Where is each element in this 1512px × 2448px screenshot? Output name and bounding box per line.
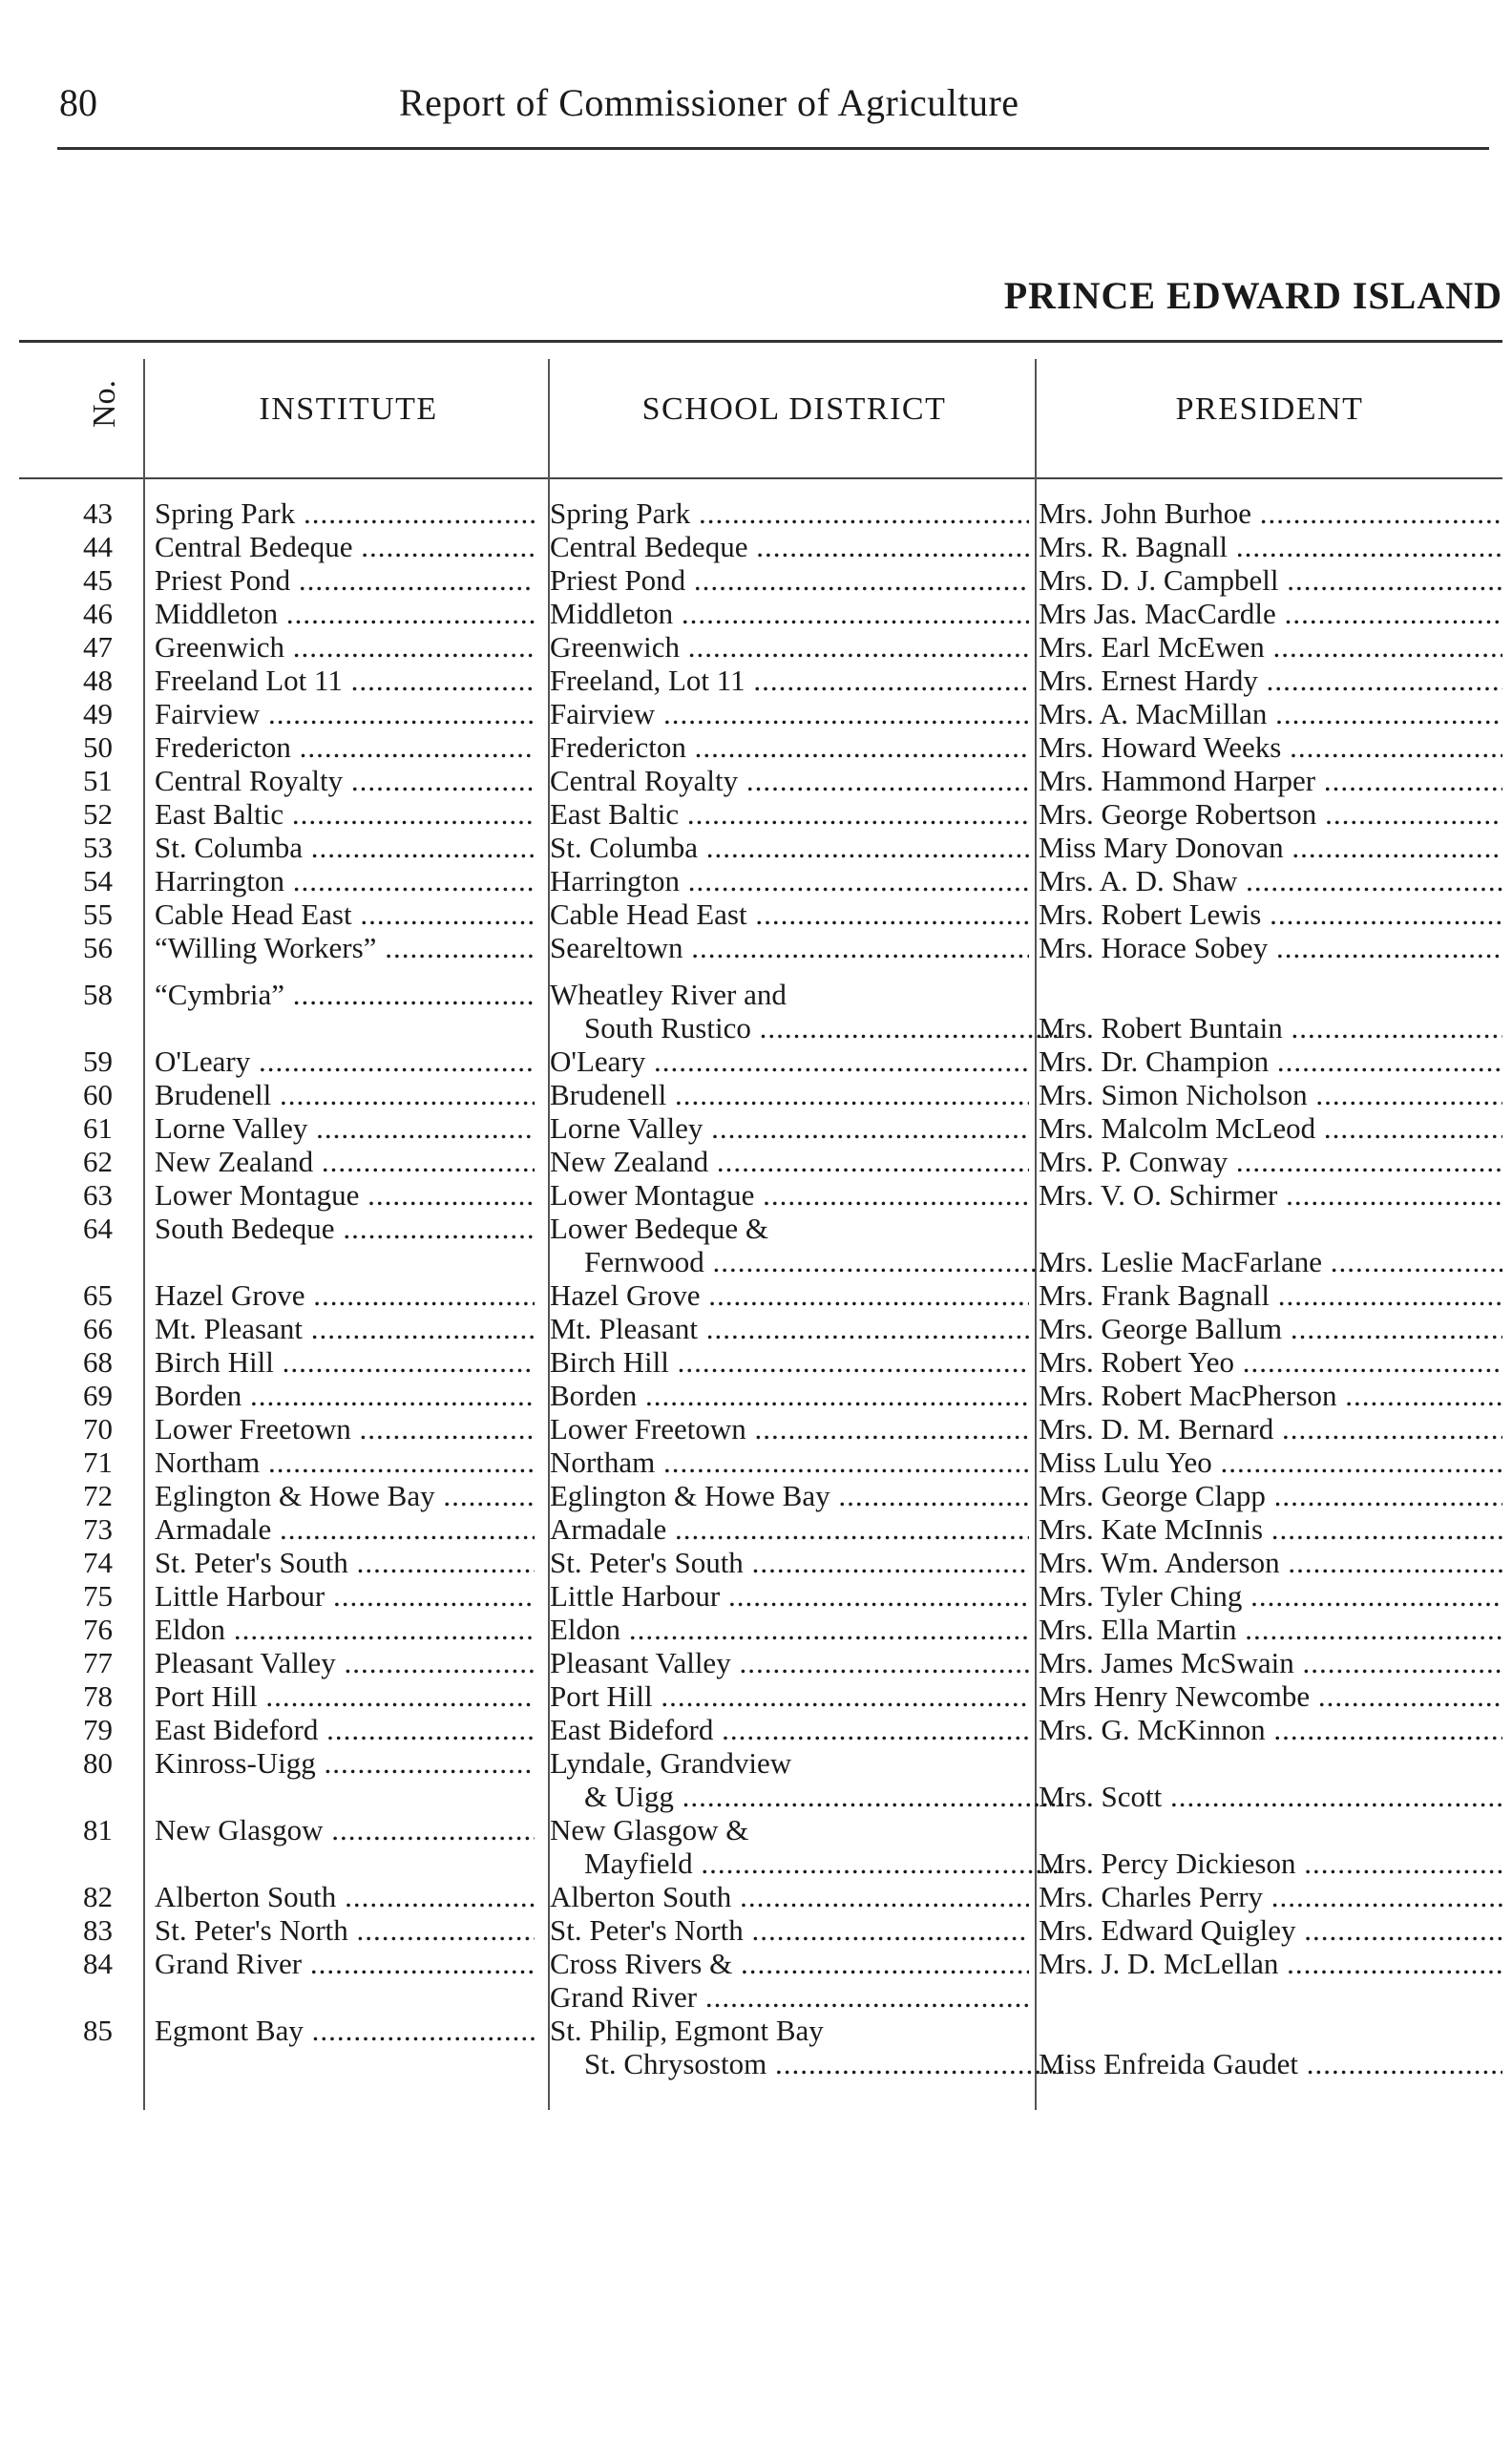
row-number: 61: [83, 1111, 113, 1145]
institute-cell: South Bedeque .....: [155, 1212, 535, 1245]
institute-cell: Alberton South .....: [155, 1880, 535, 1913]
table-row: [0, 1345, 1512, 1379]
institute-cell: Harrington .....: [155, 864, 535, 897]
table-row: [0, 1312, 1512, 1345]
table-row: [0, 1045, 1512, 1078]
president-cell: Mrs. D. M. Bernard .....: [1039, 1412, 1502, 1446]
table-row: [0, 831, 1512, 864]
president-cell: Mrs. Leslie MacFarlane .....: [1039, 1245, 1502, 1278]
table-row: [0, 1111, 1512, 1145]
president-cell: Mrs. Ernest Hardy .....: [1039, 664, 1502, 697]
column-header-no: No.: [87, 379, 122, 429]
president-cell: Mrs Jas. MacCardle .....: [1039, 597, 1502, 630]
table-row: [0, 1178, 1512, 1212]
row-number: 66: [83, 1312, 113, 1345]
president-cell: Mrs. Robert Lewis .....: [1039, 897, 1502, 931]
table-row: [0, 1412, 1512, 1446]
table-row: [0, 897, 1512, 931]
school-district-cell: Freeland, Lot 11 .....: [550, 664, 1029, 697]
school-district-cell: O'Leary .....: [550, 1045, 1029, 1078]
table-row: [0, 1813, 1512, 1880]
institute-cell: New Zealand .....: [155, 1145, 535, 1178]
row-number: 43: [83, 496, 113, 530]
school-district-cell: Brudenell .....: [550, 1078, 1029, 1111]
table-row: [0, 1078, 1512, 1111]
table-row: [0, 1145, 1512, 1178]
institute-cell: St. Peter's North .....: [155, 1913, 535, 1947]
school-district-cell: Lyndale, Grandview: [550, 1746, 792, 1780]
school-district-cell: Lorne Valley .....: [550, 1111, 1029, 1145]
school-district-cell: Cross Rivers & .....: [550, 1947, 1029, 1980]
school-district-cell: Grand River .....: [550, 1980, 1029, 2014]
institute-cell: Fairview .....: [155, 697, 535, 730]
president-cell: Mrs. Robert MacPherson .....: [1039, 1379, 1502, 1412]
president-cell: Mrs. A. D. Shaw .....: [1039, 864, 1502, 897]
school-district-cell: East Bideford .....: [550, 1713, 1029, 1746]
institute-cell: Birch Hill .....: [155, 1345, 535, 1379]
institute-cell: East Bideford .....: [155, 1713, 535, 1746]
president-cell: Mrs. Howard Weeks .....: [1039, 730, 1502, 764]
row-number: 82: [83, 1880, 113, 1913]
school-district-cell: Armadale .....: [550, 1512, 1029, 1546]
institute-cell: Armadale .....: [155, 1512, 535, 1546]
institute-cell: Borden .....: [155, 1379, 535, 1412]
table-row: [0, 764, 1512, 797]
row-number: 69: [83, 1379, 113, 1412]
row-number: 58: [83, 978, 113, 1011]
table-row: [0, 1880, 1512, 1913]
school-district-cell: Port Hill .....: [550, 1679, 1029, 1713]
table-row: [0, 697, 1512, 730]
school-district-cell: Seareltown .....: [550, 931, 1029, 964]
table-row: [0, 2014, 1512, 2080]
institute-cell: New Glasgow .....: [155, 1813, 535, 1847]
institute-cell: Cable Head East .....: [155, 897, 535, 931]
table-row: [0, 496, 1512, 530]
institute-cell: Little Harbour .....: [155, 1579, 535, 1613]
institute-cell: St. Columba .....: [155, 831, 535, 864]
institute-cell: Lorne Valley .....: [155, 1111, 535, 1145]
president-cell: Mrs. John Burhoe .....: [1039, 496, 1502, 530]
table-row: [0, 1546, 1512, 1579]
president-cell: Miss Lulu Yeo .....: [1039, 1446, 1502, 1479]
table-row: [0, 1713, 1512, 1746]
table-header-rule: [19, 477, 1502, 479]
president-cell: Mrs. R. Bagnall .....: [1039, 530, 1502, 563]
row-number: 83: [83, 1913, 113, 1947]
institute-cell: “Willing Workers” .....: [155, 931, 535, 964]
school-district-cell: Central Bedeque .....: [550, 530, 1029, 563]
row-number: 76: [83, 1613, 113, 1646]
row-number: 59: [83, 1045, 113, 1078]
school-district-cell: Greenwich .....: [550, 630, 1029, 664]
row-number: 49: [83, 697, 113, 730]
school-district-cell: Fairview .....: [550, 697, 1029, 730]
president-cell: Mrs. James McSwain .....: [1039, 1646, 1502, 1679]
institute-cell: Hazel Grove .....: [155, 1278, 535, 1312]
row-number: 72: [83, 1479, 113, 1512]
table-row: [0, 1746, 1512, 1813]
president-cell: Mrs. G. McKinnon .....: [1039, 1713, 1502, 1746]
institute-cell: Eldon .....: [155, 1613, 535, 1646]
row-number: 52: [83, 797, 113, 831]
school-district-cell: & Uigg .....: [550, 1780, 1063, 1813]
president-cell: Mrs. P. Conway .....: [1039, 1145, 1502, 1178]
president-cell: Mrs. Hammond Harper .....: [1039, 764, 1502, 797]
table-row: [0, 1479, 1512, 1512]
school-district-cell: St. Philip, Egmont Bay: [550, 2014, 824, 2047]
president-cell: Mrs. Robert Yeo .....: [1039, 1345, 1502, 1379]
row-number: 48: [83, 664, 113, 697]
president-cell: Mrs. Dr. Champion .....: [1039, 1045, 1502, 1078]
row-number: 44: [83, 530, 113, 563]
institute-cell: Port Hill .....: [155, 1679, 535, 1713]
table-row: [0, 1579, 1512, 1613]
school-district-cell: Lower Montague .....: [550, 1178, 1029, 1212]
table-row: [0, 1212, 1512, 1278]
row-number: 60: [83, 1078, 113, 1111]
institute-cell: “Cymbria” .....: [155, 978, 535, 1011]
school-district-cell: St. Peter's North .....: [550, 1913, 1029, 1947]
school-district-cell: Cable Head East .....: [550, 897, 1029, 931]
school-district-cell: Borden .....: [550, 1379, 1029, 1412]
school-district-cell: Priest Pond .....: [550, 563, 1029, 597]
school-district-cell: New Zealand .....: [550, 1145, 1029, 1178]
institute-cell: Spring Park .....: [155, 496, 535, 530]
institute-cell: Brudenell .....: [155, 1078, 535, 1111]
institute-cell: Lower Montague .....: [155, 1178, 535, 1212]
row-number: 79: [83, 1713, 113, 1746]
school-district-cell: Alberton South .....: [550, 1880, 1029, 1913]
president-cell: Mrs. Simon Nicholson .....: [1039, 1078, 1502, 1111]
row-number: 50: [83, 730, 113, 764]
row-number: 51: [83, 764, 113, 797]
row-number: 75: [83, 1579, 113, 1613]
school-district-cell: Little Harbour .....: [550, 1579, 1029, 1613]
table-row: [0, 1980, 1512, 2014]
running-title: Report of Commissioner of Agriculture: [399, 81, 1019, 124]
institute-cell: Greenwich .....: [155, 630, 535, 664]
school-district-cell: St. Peter's South .....: [550, 1546, 1029, 1579]
institute-cell: Priest Pond .....: [155, 563, 535, 597]
school-district-cell: Fredericton .....: [550, 730, 1029, 764]
table-row: [0, 931, 1512, 964]
president-cell: Mrs. Charles Perry .....: [1039, 1880, 1502, 1913]
row-number: 85: [83, 2014, 113, 2047]
school-district-cell: Middleton .....: [550, 597, 1029, 630]
president-cell: Mrs. Percy Dickieson .....: [1039, 1847, 1502, 1880]
school-district-cell: Northam .....: [550, 1446, 1029, 1479]
school-district-cell: Birch Hill .....: [550, 1345, 1029, 1379]
institute-cell: Kinross-Uigg .....: [155, 1746, 535, 1780]
president-cell: Mrs. George Robertson .....: [1039, 797, 1502, 831]
row-number: 65: [83, 1278, 113, 1312]
table-row: [0, 563, 1512, 597]
table-row: [0, 1278, 1512, 1312]
table-row: [0, 1679, 1512, 1713]
row-number: 68: [83, 1345, 113, 1379]
president-cell: Mrs. Earl McEwen .....: [1039, 630, 1502, 664]
school-district-cell: Eglington & Howe Bay .....: [550, 1479, 1029, 1512]
table-row: [0, 1646, 1512, 1679]
row-number: 77: [83, 1646, 113, 1679]
institute-cell: Northam .....: [155, 1446, 535, 1479]
school-district-cell: Hazel Grove .....: [550, 1278, 1029, 1312]
school-district-cell: Spring Park .....: [550, 496, 1029, 530]
institute-cell: Eglington & Howe Bay .....: [155, 1479, 535, 1512]
school-district-cell: Mayfield .....: [550, 1847, 1063, 1880]
institute-cell: Freeland Lot 11 .....: [155, 664, 535, 697]
school-district-cell: South Rustico .....: [550, 1011, 1063, 1045]
table-row: [0, 1947, 1512, 1980]
president-cell: Miss Enfreida Gaudet .....: [1039, 2047, 1502, 2080]
school-district-cell: East Baltic .....: [550, 797, 1029, 831]
school-district-cell: Central Royalty .....: [550, 764, 1029, 797]
school-district-cell: Lower Freetown .....: [550, 1412, 1029, 1446]
table-row: [0, 530, 1512, 563]
school-district-cell: Mt. Pleasant .....: [550, 1312, 1029, 1345]
institute-cell: Pleasant Valley .....: [155, 1646, 535, 1679]
table-row: [0, 1613, 1512, 1646]
president-cell: Mrs. A. MacMillan .....: [1039, 697, 1502, 730]
president-cell: Mrs. V. O. Schirmer .....: [1039, 1178, 1502, 1212]
school-district-cell: Lower Bedeque &: [550, 1212, 768, 1245]
president-cell: Mrs. George Ballum .....: [1039, 1312, 1502, 1345]
row-number: 84: [83, 1947, 113, 1980]
school-district-cell: Wheatley River and: [550, 978, 787, 1011]
row-number: 71: [83, 1446, 113, 1479]
row-number: 56: [83, 931, 113, 964]
president-cell: Mrs. George Clapp .....: [1039, 1479, 1502, 1512]
table-row: [0, 1913, 1512, 1947]
president-cell: Mrs. D. J. Campbell .....: [1039, 563, 1502, 597]
president-cell: Mrs. Edward Quigley .....: [1039, 1913, 1502, 1947]
table-row: [0, 978, 1512, 1045]
president-cell: Mrs. J. D. McLellan .....: [1039, 1947, 1502, 1980]
president-cell: Mrs. Ella Martin .....: [1039, 1613, 1502, 1646]
column-header-school-district: SCHOOL DISTRICT: [641, 391, 947, 427]
institute-cell: Middleton .....: [155, 597, 535, 630]
row-number: 55: [83, 897, 113, 931]
institute-cell: East Baltic .....: [155, 797, 535, 831]
school-district-cell: St. Chrysostom .....: [550, 2047, 1063, 2080]
row-number: 70: [83, 1412, 113, 1446]
table-row: [0, 797, 1512, 831]
school-district-cell: St. Columba .....: [550, 831, 1029, 864]
school-district-cell: Pleasant Valley .....: [550, 1646, 1029, 1679]
row-number: 47: [83, 630, 113, 664]
president-cell: Mrs Henry Newcombe .....: [1039, 1679, 1502, 1713]
table-row: [0, 1512, 1512, 1546]
column-header-institute: INSTITUTE: [259, 391, 438, 427]
row-number: 54: [83, 864, 113, 897]
school-district-cell: Fernwood .....: [550, 1245, 1063, 1278]
row-number: 81: [83, 1813, 113, 1847]
row-number: 62: [83, 1145, 113, 1178]
table-row: [0, 864, 1512, 897]
row-number: 46: [83, 597, 113, 630]
region-title: PRINCE EDWARD ISLAND: [1003, 274, 1502, 317]
president-cell: Miss Mary Donovan .....: [1039, 831, 1502, 864]
president-cell: Mrs. Frank Bagnall .....: [1039, 1278, 1502, 1312]
column-header-president: PRESIDENT: [1175, 391, 1364, 427]
president-cell: Mrs. Wm. Anderson .....: [1039, 1546, 1502, 1579]
row-number: 73: [83, 1512, 113, 1546]
table-row: [0, 597, 1512, 630]
president-cell: Mrs. Kate McInnis .....: [1039, 1512, 1502, 1546]
table-top-rule: [19, 340, 1502, 343]
table-row: [0, 1379, 1512, 1412]
page-number: 80: [59, 81, 97, 124]
institute-cell: Fredericton .....: [155, 730, 535, 764]
table-row: [0, 664, 1512, 697]
school-district-cell: Eldon .....: [550, 1613, 1029, 1646]
institute-cell: Central Royalty .....: [155, 764, 535, 797]
header-rule: [57, 147, 1489, 150]
institute-cell: O'Leary .....: [155, 1045, 535, 1078]
institute-cell: St. Peter's South .....: [155, 1546, 535, 1579]
school-district-cell: Harrington .....: [550, 864, 1029, 897]
president-cell: Mrs. Robert Buntain .....: [1039, 1011, 1502, 1045]
president-cell: Mrs. Malcolm McLeod .....: [1039, 1111, 1502, 1145]
president-cell: Mrs. Tyler Ching .....: [1039, 1579, 1502, 1613]
institute-cell: Egmont Bay .....: [155, 2014, 535, 2047]
institute-cell: Central Bedeque .....: [155, 530, 535, 563]
row-number: 63: [83, 1178, 113, 1212]
table-row: [0, 730, 1512, 764]
institute-cell: Lower Freetown .....: [155, 1412, 535, 1446]
row-number: 64: [83, 1212, 113, 1245]
table-row: [0, 1446, 1512, 1479]
row-number: 78: [83, 1679, 113, 1713]
table-row: [0, 630, 1512, 664]
school-district-cell: New Glasgow &: [550, 1813, 749, 1847]
row-number: 74: [83, 1546, 113, 1579]
row-number: 80: [83, 1746, 113, 1780]
institute-cell: Mt. Pleasant .....: [155, 1312, 535, 1345]
president-cell: Mrs. Scott .....: [1039, 1780, 1502, 1813]
row-number: 45: [83, 563, 113, 597]
row-number: 53: [83, 831, 113, 864]
institute-cell: Grand River .....: [155, 1947, 535, 1980]
president-cell: Mrs. Horace Sobey .....: [1039, 931, 1502, 964]
